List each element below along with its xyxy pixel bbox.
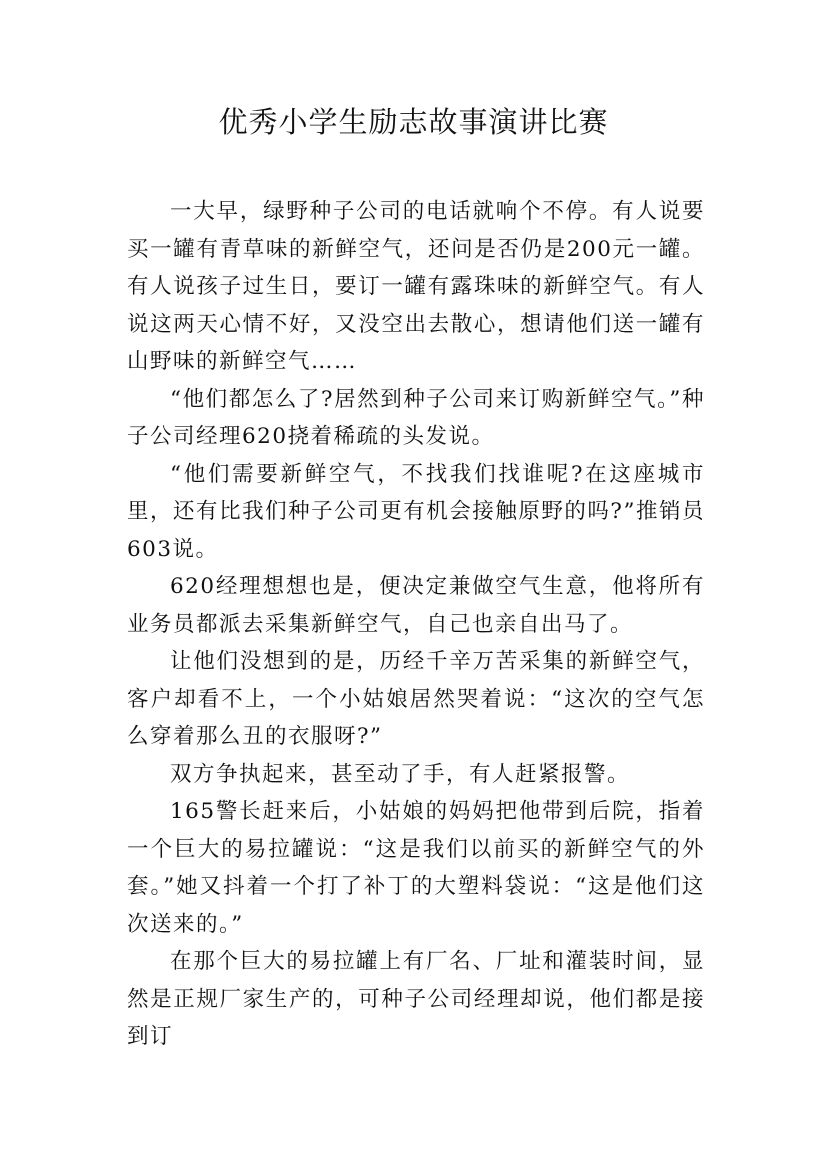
document-body — [127, 193, 705, 1056]
paragraph: 一大早，绿野种子公司的电话就响个不停。有人说要买一罐有青草味的新鲜空气，还问是否仍是200元一罐。有人说孩子过生日，要订一罐有露珠味的新鲜空气。有人说这两天心情不好，又没空出去散心，想请他们送一罐有山野味的新鲜空气…… — [127, 199, 705, 374]
paragraph: “他们需要新鲜空气，不找我们找谁呢?在这座城市里，还有比我们种子公司更有机会接触原野的吗?”推销员603说。 — [127, 461, 705, 562]
paragraph: “他们都怎么了?居然到种子公司来订购新鲜空气。”种子公司经理620挠着稀疏的头发说。 — [127, 386, 705, 449]
paragraph: 让他们没想到的是，历经千辛万苦采集的新鲜空气，客户却看不上，一个小姑娘居然哭着说：“这次的空气怎么穿着那么丑的衣服呀?” — [127, 649, 705, 749]
paragraph: 620经理想想也是，便决定兼做空气生意，他将所有业务员都派去采集新鲜空气，自己也亲自出马了。 — [127, 574, 705, 637]
paragraph: 双方争执起来，甚至动了手，有人赶紧报警。 — [170, 761, 631, 787]
paragraph: 在那个巨大的易拉罐上有厂名、厂址和灌装时间，显然是正规厂家生产的，可种子公司经理却说，他们都是接到订 — [127, 949, 705, 1049]
document-title: 优秀小学生励志故事演讲比赛 — [218, 105, 609, 139]
paragraph: 165警长赶来后，小姑娘的妈妈把他带到后院，指着一个巨大的易拉罐说：“这是我们以前买的新鲜空气的外套。”她又抖着一个打了补丁的大塑料袋说：“这是他们这次送来的。” — [127, 799, 705, 937]
